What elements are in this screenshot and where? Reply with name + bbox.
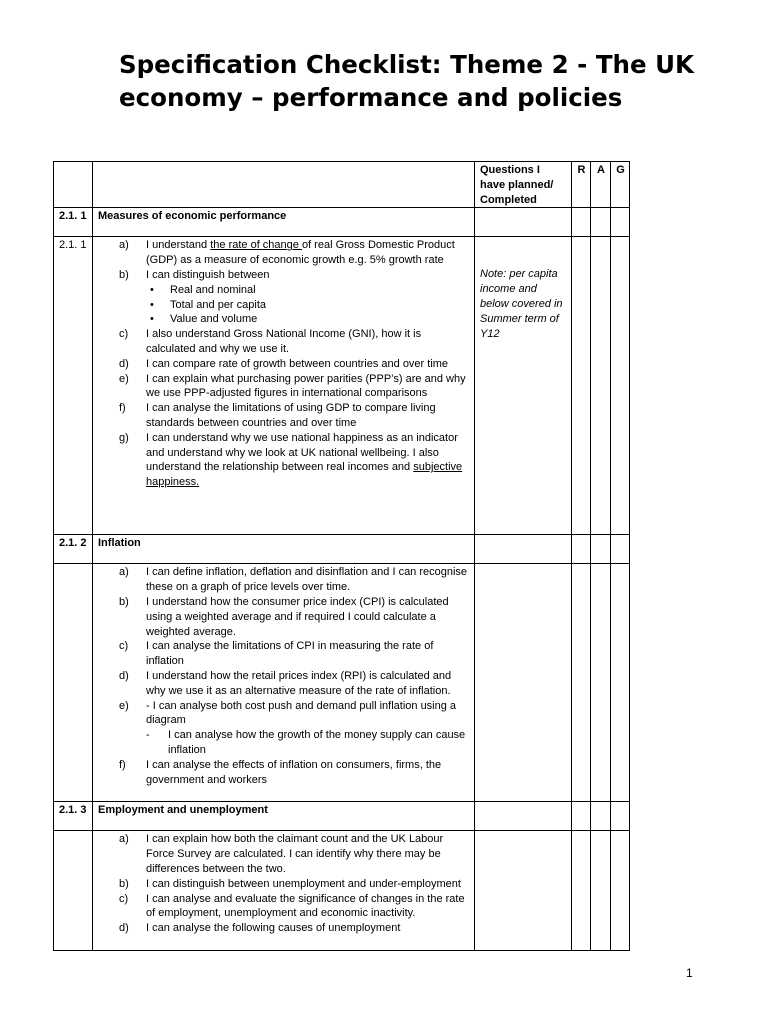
section-heading-row (54, 802, 630, 831)
bullet-list (98, 283, 470, 327)
bullet-item (98, 298, 470, 313)
item-text: I can explain how both the claimant count and the UK Labour Force Survey are calculated. I can identify why there may be differences between the two. (146, 833, 444, 875)
item-text: of real Gross Domestic Product (GDP) as a measure of economic growth e.g. 5% growth rate (146, 239, 455, 267)
section-code: 2.1. 2 (54, 535, 93, 564)
item-text: I also understand Gross National Income (GNI), how it is calculated and why we use it. (146, 328, 422, 355)
item-text: I can define inflation, deflation and disinflation and I can recognise these on a graph of price levels over time. (146, 566, 468, 594)
items-cell (93, 237, 475, 535)
item-marker: e) (119, 699, 129, 712)
r-cell[interactable] (572, 535, 591, 564)
a-cell[interactable] (591, 535, 611, 564)
item-marker: d) (119, 357, 129, 370)
item-marker: c) (119, 640, 129, 653)
item-text: I can understand why we use national happiness as an indicator and understand why we look at UK national wellbeing. I also understand the relationship between real incomes and (146, 431, 458, 474)
bullet-text: Value and volume (170, 313, 258, 326)
section-code: 2.1. 3 (54, 802, 93, 831)
item-text: - I can analyse both cost push and demand pull inflation using a diagram (146, 699, 457, 727)
r-cell[interactable] (572, 802, 591, 831)
r-cell[interactable] (572, 831, 591, 951)
item-list (98, 327, 470, 490)
items-cell (93, 831, 475, 951)
questions-cell[interactable] (475, 208, 572, 237)
item-text: I can distinguish between (146, 268, 270, 281)
item-marker: a) (119, 833, 129, 846)
empty-cell (54, 831, 93, 951)
bullet-item (98, 283, 470, 298)
header-row (54, 162, 630, 208)
sub-item (98, 728, 470, 758)
item-list (98, 238, 470, 282)
section-items-row (54, 831, 630, 951)
bullet-icon: • (150, 283, 154, 296)
list-item (98, 431, 470, 490)
section-title: Measures of economic performance (93, 208, 475, 237)
r-cell[interactable] (572, 237, 591, 535)
questions-cell[interactable] (475, 535, 572, 564)
item-text: I understand how the consumer price index (CPI) is calculated using a weighted average and if required I could calculate a weighted average. (146, 595, 449, 638)
g-cell[interactable] (611, 831, 630, 951)
bullet-icon: • (150, 313, 154, 326)
item-text: I understand how the retail prices index (RPI) is calculated and why we use it as an alternative measure of the rate of inflation. (146, 669, 452, 697)
item-text-underlined: subjective happiness. (146, 461, 463, 489)
item-marker: g) (119, 431, 129, 444)
item-marker: b) (119, 268, 129, 281)
a-header: A (591, 162, 611, 208)
item-text: I can analyse the following causes of unemployment (146, 922, 401, 935)
list-item (98, 268, 470, 283)
page-number: 1 (686, 966, 693, 980)
checklist-table (53, 161, 630, 951)
questions-cell[interactable] (475, 831, 572, 951)
item-marker: b) (119, 877, 129, 890)
list-item (98, 639, 470, 669)
bullet-text: Total and per capita (170, 298, 267, 311)
bullet-text: Real and nominal (170, 283, 256, 296)
a-cell[interactable] (591, 831, 611, 951)
g-cell[interactable] (611, 208, 630, 237)
note-text: Note: per capita income and below covered in Summer term of Y12 (480, 268, 563, 340)
list-item (98, 892, 470, 922)
r-cell[interactable] (572, 564, 591, 802)
page-title: Specification Checklist: Theme 2 - The UK economy – performance and policies (119, 50, 695, 112)
item-text: I can analyse the limitations of using GDP to compare living standards between countries and over time (146, 402, 436, 429)
item-text: I can analyse the effects of inflation on consumers, firms, the government and workers (146, 758, 442, 786)
list-item (98, 565, 470, 595)
questions-cell[interactable] (475, 802, 572, 831)
questions-cell[interactable] (475, 564, 572, 802)
item-marker: f) (119, 758, 126, 771)
sub-item-text: I can analyse how the growth of the money supply can cause inflation (168, 729, 466, 756)
item-text: I can distinguish between unemployment and under-employment (146, 877, 461, 890)
a-cell[interactable] (591, 564, 611, 802)
list-item (98, 921, 470, 936)
g-cell[interactable] (611, 564, 630, 802)
item-marker: f) (119, 402, 126, 415)
section-code: 2.1. 1 (54, 237, 93, 535)
section-title: Employment and unemployment (93, 802, 475, 831)
list-item (98, 877, 470, 892)
a-cell[interactable] (591, 208, 611, 237)
bullet-icon: • (150, 298, 154, 311)
list-item (98, 699, 470, 758)
a-cell[interactable] (591, 802, 611, 831)
item-marker: d) (119, 669, 129, 682)
empty-cell (54, 162, 93, 208)
list-item (98, 595, 470, 639)
bullet-item (98, 312, 470, 327)
item-marker: d) (119, 922, 129, 935)
section-code: 2.1. 1 (54, 208, 93, 237)
item-marker: a) (119, 239, 129, 252)
item-text: I can analyse and evaluate the significance of changes in the rate of employment, unemployment and economic inactivity. (146, 892, 465, 920)
r-header: R (572, 162, 591, 208)
item-text: I can analyse the limitations of CPI in measuring the rate of inflation (146, 640, 434, 668)
list-item (98, 372, 470, 402)
item-text: I understand (146, 239, 211, 252)
dash-marker: - (146, 729, 150, 742)
empty-cell (93, 162, 475, 208)
g-cell[interactable] (611, 535, 630, 564)
list-item (98, 357, 470, 372)
r-cell[interactable] (572, 208, 591, 237)
item-list (98, 565, 470, 787)
item-marker: b) (119, 595, 129, 608)
item-text-underlined: the rate of change (210, 239, 302, 252)
g-cell[interactable] (611, 237, 630, 535)
list-item (98, 758, 470, 788)
list-item (98, 669, 470, 699)
list-item (98, 327, 470, 357)
list-item (98, 238, 470, 268)
section-items-row (54, 564, 630, 802)
item-marker: a) (119, 566, 129, 579)
list-item (98, 401, 470, 431)
item-list (98, 832, 470, 936)
section-heading-row (54, 208, 630, 237)
item-text: I can compare rate of growth between countries and over time (146, 357, 449, 370)
g-header: G (611, 162, 630, 208)
section-title: Inflation (93, 535, 475, 564)
item-marker: c) (119, 328, 129, 341)
questions-header: Questions I have planned/ Completed (475, 162, 572, 208)
empty-cell (54, 564, 93, 802)
item-marker: e) (119, 372, 129, 385)
questions-cell[interactable] (475, 237, 572, 535)
section-heading-row (54, 535, 630, 564)
item-text: I can explain what purchasing power parities (PPP’s) are and why we use PPP-adjusted figures in international comparisons (146, 372, 466, 400)
item-marker: c) (119, 892, 129, 905)
g-cell[interactable] (611, 802, 630, 831)
a-cell[interactable] (591, 237, 611, 535)
section-items-row (54, 237, 630, 535)
list-item (98, 832, 470, 876)
items-cell (93, 564, 475, 802)
